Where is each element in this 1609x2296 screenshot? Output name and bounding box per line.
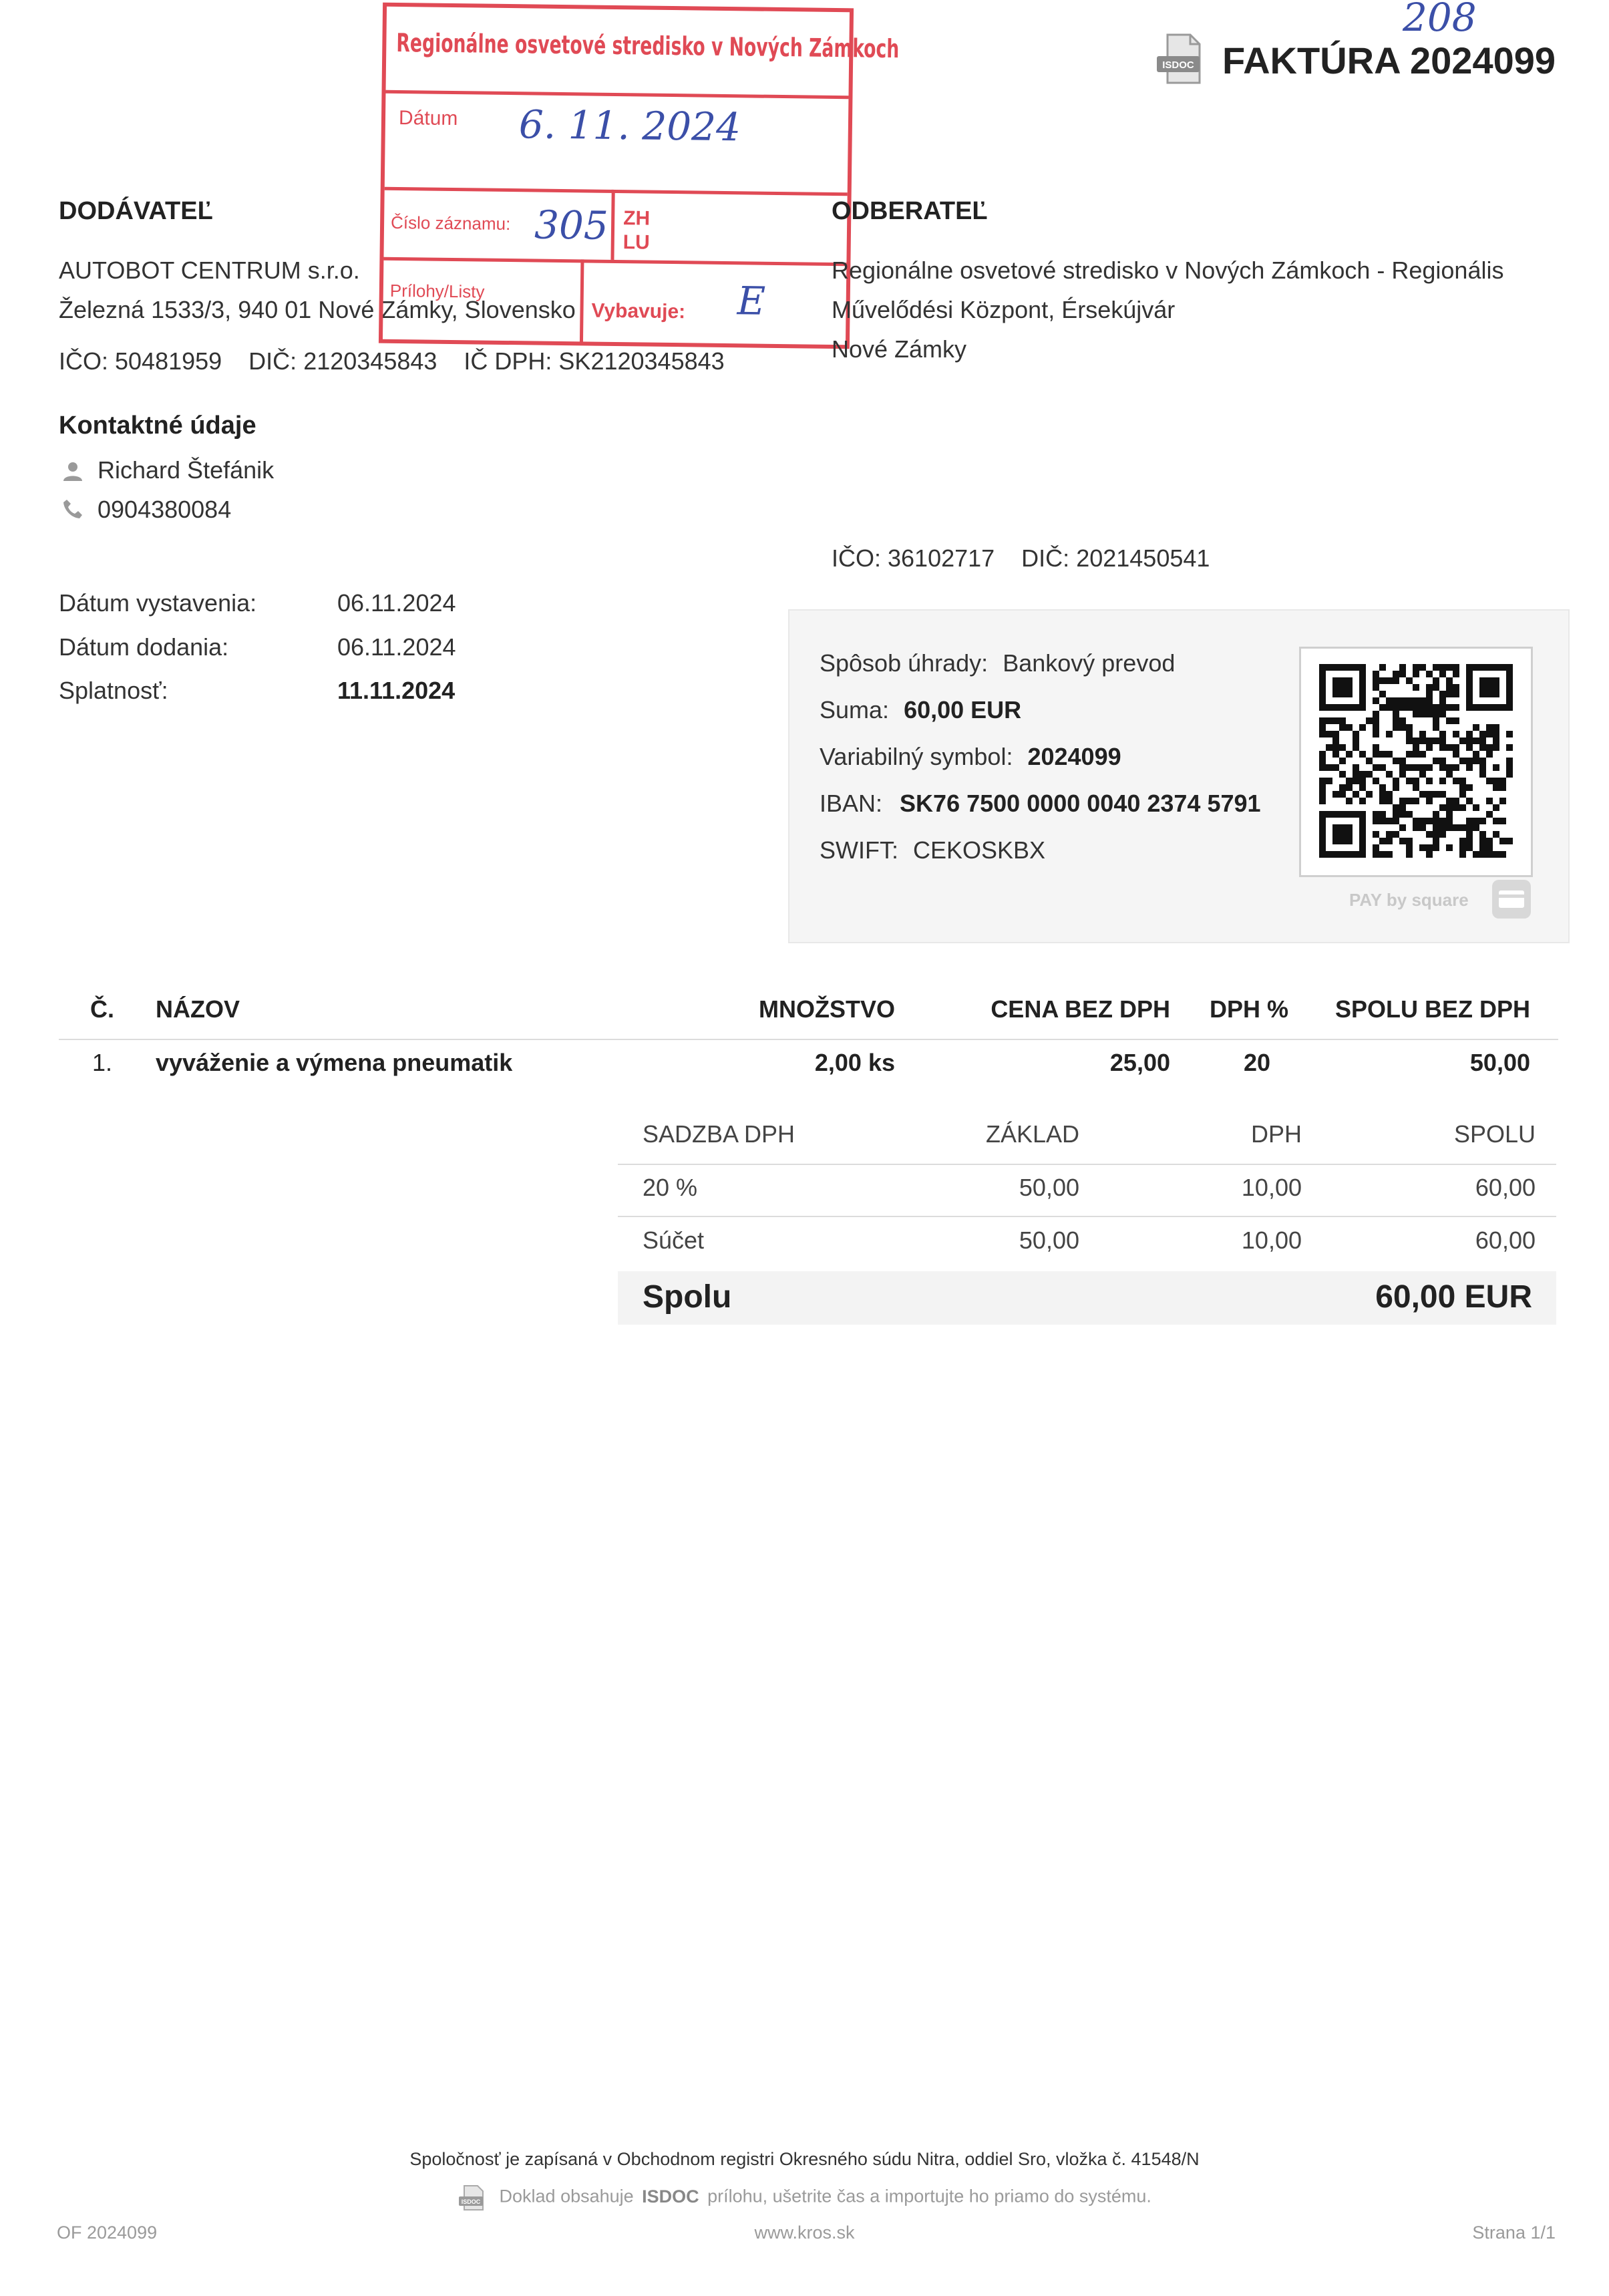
delivery-date-label: Dátum dodania:	[59, 633, 229, 661]
customer-heading: ODBERATEĽ	[832, 197, 988, 225]
stamp-date-label: Dátum	[398, 107, 458, 130]
grand-total-value: 60,00 EUR	[1375, 1279, 1532, 1315]
pay-by-square-label: PAY by square	[1349, 890, 1469, 910]
variable-symbol-label: Variabilný symbol:	[820, 743, 1013, 770]
vat-header-rate: SADZBA DPH	[643, 1120, 795, 1148]
phone-icon	[61, 498, 84, 520]
grand-total-label: Spolu	[643, 1279, 732, 1315]
customer-line-1: Regionálne osvetové stredisko v Nových Zámkoch - Regionális	[832, 257, 1504, 284]
vat-header-total: SPOLU	[1453, 1120, 1536, 1148]
items-header-price: CENA BEZ DPH	[991, 995, 1170, 1023]
items-header-qty: MNOŽSTVO	[759, 995, 895, 1023]
registry-stamp	[379, 3, 900, 349]
payment-sum-row	[820, 696, 1021, 724]
page-number: Strana 1/1	[1472, 2223, 1556, 2243]
supplier-name: AUTOBOT CENTRUM s.r.o.	[59, 257, 360, 284]
vat-sum-base: 50,00	[1019, 1226, 1079, 1254]
payment-sum-value: 60,00 EUR	[904, 696, 1022, 723]
items-header-divider	[59, 1039, 1558, 1040]
isdoc-note-post: prílohu, ušetrite čas a importujte ho priamo do systému.	[707, 2186, 1151, 2206]
delivery-date-value: 06.11.2024	[337, 633, 456, 661]
corner-handwritten-note: 208	[1403, 0, 1477, 40]
contact-heading: Kontaktné údaje	[59, 412, 256, 440]
items-header-vat: DPH %	[1209, 995, 1288, 1023]
stamp-org: Regionálne osvetové stredisko v Nových Zámkoch	[396, 27, 900, 64]
items-header-total: SPOLU BEZ DPH	[1334, 995, 1530, 1023]
person-icon	[61, 460, 84, 482]
invoice-title: FAKTÚRA 2024099	[1222, 39, 1556, 81]
contact-person: Richard Štefánik	[98, 456, 275, 484]
registry-note: Spoločnosť je zapísaná v Obchodnom registri Okresného súdu Nitra, oddiel Sro, vložka č. 41548/N	[409, 2149, 1200, 2169]
vat-sum-label: Súčet	[643, 1226, 705, 1254]
items-header-no: Č.	[90, 995, 114, 1023]
svg-text:ISDOC: ISDOC	[461, 2198, 481, 2205]
iban-label: IBAN:	[820, 790, 883, 817]
stamp-number-label: Číslo záznamu:	[390, 212, 511, 234]
vat-header-divider	[618, 1164, 1556, 1165]
item-no: 1.	[92, 1049, 113, 1076]
iban-value: SK76 7500 0000 0040 2374 5791	[900, 790, 1261, 817]
isdoc-footer-note	[0, 2184, 1609, 2215]
item-total: 50,00	[1469, 1049, 1530, 1076]
due-date-value: 11.11.2024	[337, 677, 456, 704]
stamp-date-value: 6. 11. 2024	[518, 102, 741, 150]
payment-sum-label: Suma:	[820, 696, 890, 723]
stamp-lu: LU	[622, 231, 650, 254]
vat-amount: 10,00	[1241, 1174, 1302, 1201]
qr-code-frame	[1299, 647, 1533, 877]
document-reference: OF 2024099	[57, 2223, 158, 2243]
iban-row	[820, 790, 1261, 818]
issue-date-label: Dátum vystavenia:	[59, 589, 257, 617]
qr-code-icon	[1319, 664, 1513, 858]
svg-text:ISDOC: ISDOC	[1162, 59, 1194, 71]
stamp-zh: ZH	[623, 207, 651, 230]
swift-value: CEKOSKBX	[913, 836, 1046, 864]
isdoc-note-strong: ISDOC	[642, 2186, 699, 2206]
supplier-address: Železná 1533/3, 940 01 Nové Zámky, Slovensko	[59, 296, 576, 323]
isdoc-footer-icon	[458, 2184, 487, 2215]
stamp-handles-label: Vybavuje:	[591, 299, 686, 323]
swift-row	[820, 836, 1045, 864]
contact-phone: 0904380084	[98, 496, 232, 523]
payment-method-value: Bankový prevod	[1003, 649, 1176, 677]
stamp-number-value: 305	[534, 202, 609, 249]
vat-header-vat: DPH	[1250, 1120, 1302, 1148]
card-icon	[1491, 878, 1532, 920]
payment-method-row	[820, 649, 1175, 677]
customer-line-2: Művelődési Központ, Érsekújvár	[832, 296, 1176, 323]
due-date-label: Splatnosť:	[59, 677, 168, 704]
vat-total: 60,00	[1475, 1174, 1536, 1201]
vat-row-divider	[618, 1216, 1556, 1217]
items-header-name: NÁZOV	[156, 995, 240, 1023]
vat-base: 50,00	[1019, 1174, 1079, 1201]
vat-sum-amount: 10,00	[1241, 1226, 1302, 1254]
issue-date-value: 06.11.2024	[337, 589, 456, 617]
customer-line-3: Nové Zámky	[832, 335, 967, 363]
item-price: 25,00	[1109, 1049, 1170, 1076]
swift-label: SWIFT:	[820, 836, 898, 864]
variable-symbol-value: 2024099	[1027, 743, 1121, 770]
supplier-heading: DODÁVATEĽ	[59, 197, 213, 225]
website-link[interactable]: www.kros.sk	[754, 2223, 855, 2243]
vat-rate: 20 %	[643, 1174, 698, 1201]
isdoc-document-icon	[1155, 32, 1209, 86]
payment-method-label: Spôsob úhrady:	[820, 649, 989, 677]
item-name: vyváženie a výmena pneumatik	[156, 1049, 513, 1076]
isdoc-note-pre: Doklad obsahuje	[499, 2186, 634, 2206]
supplier-ids: IČO: 50481959 DIČ: 2120345843 IČ DPH: SK2120345843	[59, 347, 725, 375]
stamp-handles-value: E	[737, 278, 766, 324]
customer-ids: IČO: 36102717 DIČ: 2021450541	[832, 544, 1210, 572]
item-qty: 2,00 ks	[814, 1049, 895, 1076]
variable-symbol-row	[820, 743, 1121, 771]
vat-header-base: ZÁKLAD	[985, 1120, 1079, 1148]
vat-sum-total: 60,00	[1475, 1226, 1536, 1254]
stamp-attachments-label: Prílohy/Listy	[389, 280, 485, 302]
item-vat: 20	[1244, 1049, 1271, 1076]
